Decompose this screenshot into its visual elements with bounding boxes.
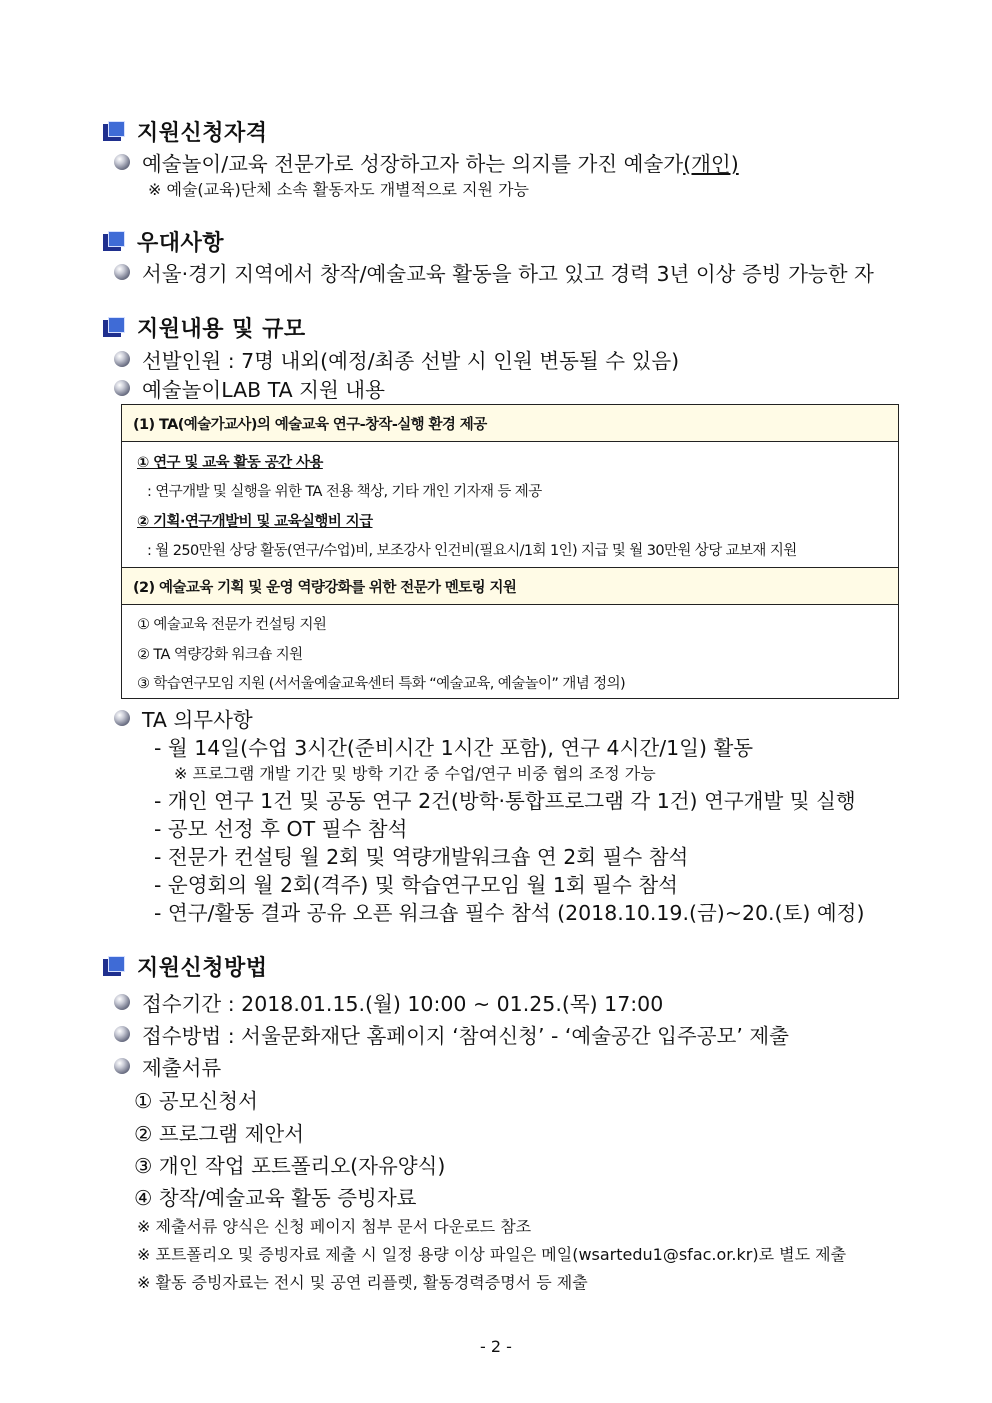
sphere-bullet-icon — [114, 994, 130, 1010]
ta-sub-desc-2: : 월 250만원 상당 활동(연구/수업)비, 보조강사 인건비(필요시/1회 1인) 지급 및 월 30만원 상당 교보재 지원 — [147, 543, 797, 559]
sphere-bullet-icon — [114, 351, 130, 367]
square-bullet-icon — [103, 956, 125, 976]
page-number: - 2 - — [480, 1337, 512, 1356]
method-item — [114, 1051, 221, 1081]
sphere-bullet-icon — [114, 380, 130, 396]
ta-mentoring-item: ② TA 역량강화 워크숍 지원 — [137, 647, 303, 663]
support-item-text: 예술놀이LAB TA 지원 내용 — [142, 378, 385, 402]
method-note: ※ 포트폴리오 및 증빙자료 제출 시 일정 용량 이상 파일은 메일(wsartedu1@sfac.or.kr)로 별도 제출 — [137, 1245, 847, 1264]
section-title: 지원신청방법 — [137, 955, 268, 981]
sphere-bullet-icon — [114, 154, 130, 170]
document-item: ③ 개인 작업 포트폴리오(자유양식) — [134, 1154, 446, 1178]
ta-box-header-2: (2) 예술교육 기획 및 운영 역량강화를 위한 전문가 멘토링 지원 — [122, 567, 898, 605]
ta-support-box — [121, 404, 899, 699]
section-title: 지원신청자격 — [137, 120, 268, 146]
method-item — [114, 1019, 789, 1049]
ta-sub-title-2: ② 기획·연구개발비 및 교육실행비 지급 — [137, 514, 373, 530]
document-item: ① 공모신청서 — [134, 1089, 258, 1113]
sphere-bullet-icon — [114, 264, 130, 280]
duty-note: ※ 프로그램 개발 기간 및 방학 기간 중 수업/연구 비중 협의 조정 가능 — [174, 764, 656, 783]
support-item-text: 선발인원 : 7명 내외(예정/최종 선발 시 인원 변동될 수 있음) — [142, 349, 680, 373]
ta-mentoring-item: ① 예술교육 전문가 컨설팅 지원 — [137, 617, 327, 633]
method-item-text: 접수방법 : 서울문화재단 홈페이지 ‘참여신청’ - ‘예술공간 입주공모’ 제출 — [142, 1024, 789, 1048]
section-title: 지원내용 및 규모 — [137, 316, 306, 342]
method-item-text: 접수기간 : 2018.01.15.(월) 10:00 ~ 01.25.(목) 17:00 — [142, 992, 664, 1016]
preference-item — [114, 257, 874, 287]
support-item — [114, 344, 679, 374]
document-item: ② 프로그램 제안서 — [134, 1122, 305, 1146]
document-item: ④ 창작/예술교육 활동 증빙자료 — [134, 1186, 417, 1210]
square-bullet-icon — [103, 121, 125, 141]
preference-text: 서울·경기 지역에서 창작/예술교육 활동을 하고 있고 경력 3년 이상 증빙 가능한 자 — [142, 262, 874, 286]
ta-sub-title-1: ① 연구 및 교육 활동 공간 사용 — [137, 455, 323, 471]
duties-heading — [114, 703, 253, 733]
support-item — [114, 373, 385, 403]
qualification-text: 예술놀이/교육 전문가로 성장하고자 하는 의지를 가진 예술가 — [142, 152, 684, 176]
method-item-text: 제출서류 — [142, 1056, 222, 1080]
duty-item: - 운영회의 월 2회(격주) 및 학습연구모임 월 1회 필수 참석 — [154, 873, 678, 897]
method-item — [114, 987, 663, 1017]
sphere-bullet-icon — [114, 1058, 130, 1074]
sphere-bullet-icon — [114, 710, 130, 726]
method-note: ※ 제출서류 양식은 신청 페이지 첨부 문서 다운로드 참조 — [137, 1217, 532, 1236]
section-title: 우대사항 — [137, 230, 225, 256]
qualification-note: ※ 예술(교육)단체 소속 활동자도 개별적으로 지원 가능 — [148, 180, 529, 199]
section-heading-support — [103, 314, 306, 340]
duty-item: - 개인 연구 1건 및 공동 연구 2건(방학·통합프로그램 각 1건) 연구개발 및 실행 — [154, 789, 856, 813]
duty-item: - 월 14일(수업 3시간(준비시간 1시간 포함), 연구 4시간/1일) 활동 — [154, 736, 754, 760]
ta-box-header-1: (1) TA(예술가교사)의 예술교육 연구-창작-실행 환경 제공 — [122, 405, 898, 442]
method-note: ※ 활동 증빙자료는 전시 및 공연 리플렛, 활동경력증명서 등 제출 — [137, 1273, 588, 1292]
duty-item: - 전문가 컨설팅 월 2회 및 역량개발워크숍 연 2회 필수 참석 — [154, 845, 689, 869]
section-heading-method — [103, 953, 268, 979]
section-heading-qualification — [103, 118, 268, 144]
ta-mentoring-item: ③ 학습연구모임 지원 (서서울예술교육센터 특화 “예술교육, 예술놀이” 개념 정의) — [137, 676, 626, 692]
square-bullet-icon — [103, 317, 125, 337]
duty-item: - 연구/활동 결과 공유 오픈 워크숍 필수 참석 (2018.10.19.(금)~20.(토) 예정) — [154, 901, 865, 925]
duties-title: TA 의무사항 — [142, 708, 253, 732]
square-bullet-icon — [103, 231, 125, 251]
section-heading-preference — [103, 228, 224, 254]
qualification-underlined: (개인) — [683, 152, 739, 176]
duty-item: - 공모 선정 후 OT 필수 참석 — [154, 817, 408, 841]
sphere-bullet-icon — [114, 1026, 130, 1042]
ta-sub-desc-1: : 연구개발 및 실행을 위한 TA 전용 책상, 기타 개인 기자재 등 제공 — [147, 484, 542, 500]
qualification-item — [114, 147, 739, 177]
